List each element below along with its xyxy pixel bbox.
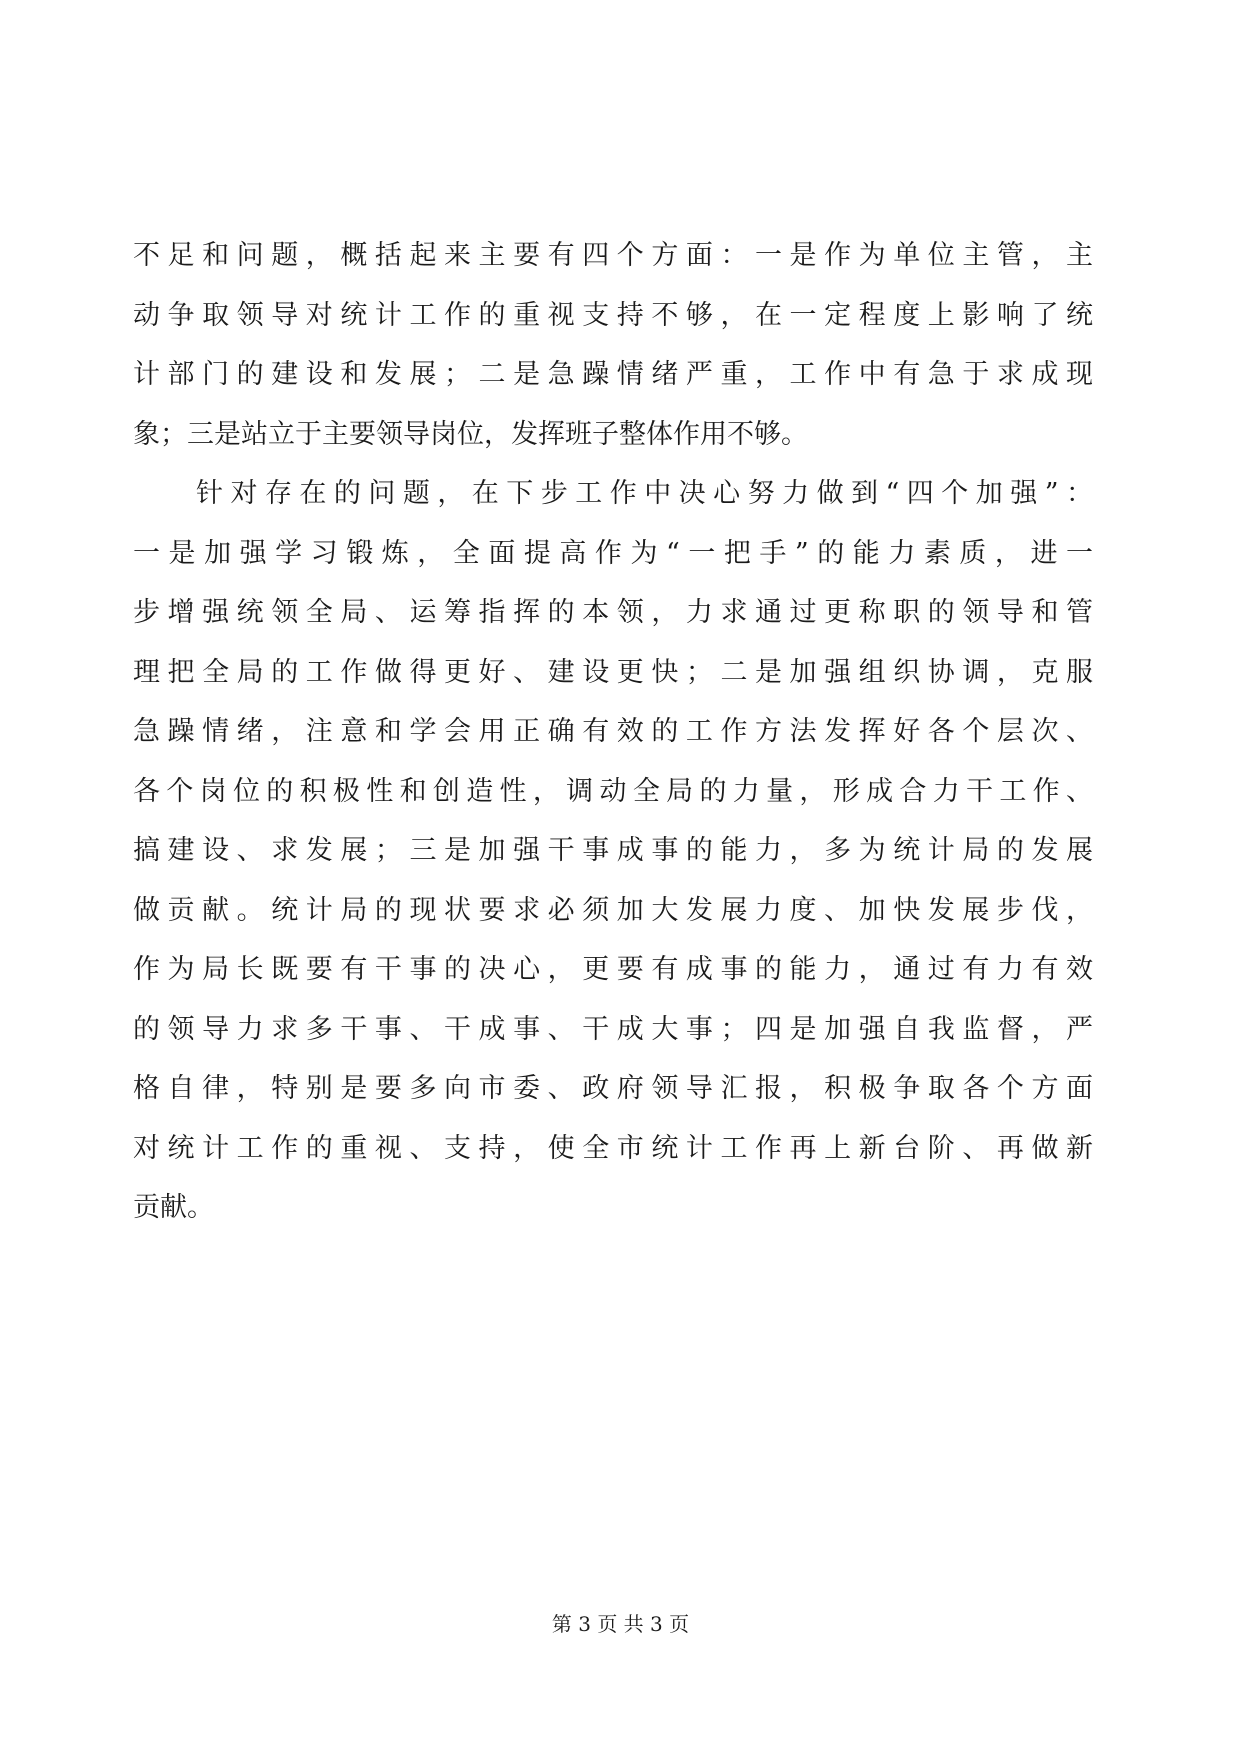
text-line: 做贡献。统计局的现状要求必须加大发展力度、加快发展步伐， [133, 894, 1093, 926]
text-line: 急躁情绪，注意和学会用正确有效的工作方法发挥好各个层次、 [133, 716, 1093, 747]
text-line: 作为局长既要有干事的决心，更要有成事的能力，通过有力有效 [133, 954, 1093, 985]
text-line: 步增强统领全局、运筹指挥的本领，力求通过更称职的领导和管 [133, 597, 1093, 628]
text-line: 理把全局的工作做得更好、建设更快；二是加强组织协调，克服 [133, 656, 1093, 688]
text-line: 不足和问题，概括起来主要有四个方面：一是作为单位主管，主 [133, 240, 1093, 271]
document-body [133, 226, 1093, 1238]
text-line: 对统计工作的重视、支持，使全市统计工作再上新台阶、再做新 [133, 1132, 1093, 1164]
text-line: 的领导力求多干事、干成事、干成大事；四是加强自我监督，严 [133, 1013, 1093, 1045]
paragraph-first-line: 针对存在的问题，在下步工作中决心努力做到“四个加强”： [196, 478, 1093, 509]
text-line: 各个岗位的积极性和创造性，调动全局的力量，形成合力干工作、 [133, 775, 1093, 807]
text-line: 动争取领导对统计工作的重视支持不够，在一定程度上影响了统 [133, 299, 1093, 331]
text-line: 格自律，特别是要多向市委、政府领导汇报，积极争取各个方面 [133, 1073, 1093, 1104]
page-number-footer: 第 3 页 共 3 页 [551, 1612, 690, 1636]
text-line: 象；三是站立于主要领导岗位，发挥班子整体作用不够。 [133, 418, 808, 450]
text-line: 计部门的建设和发展；二是急躁情绪严重，工作中有急于求成现 [133, 359, 1093, 390]
text-line: 搞建设、求发展；三是加强干事成事的能力，多为统计局的发展 [133, 835, 1093, 866]
text-line: 一是加强学习锻炼，全面提高作为“一把手”的能力素质，进一 [133, 537, 1093, 569]
text-line: 贡献。 [133, 1192, 214, 1223]
